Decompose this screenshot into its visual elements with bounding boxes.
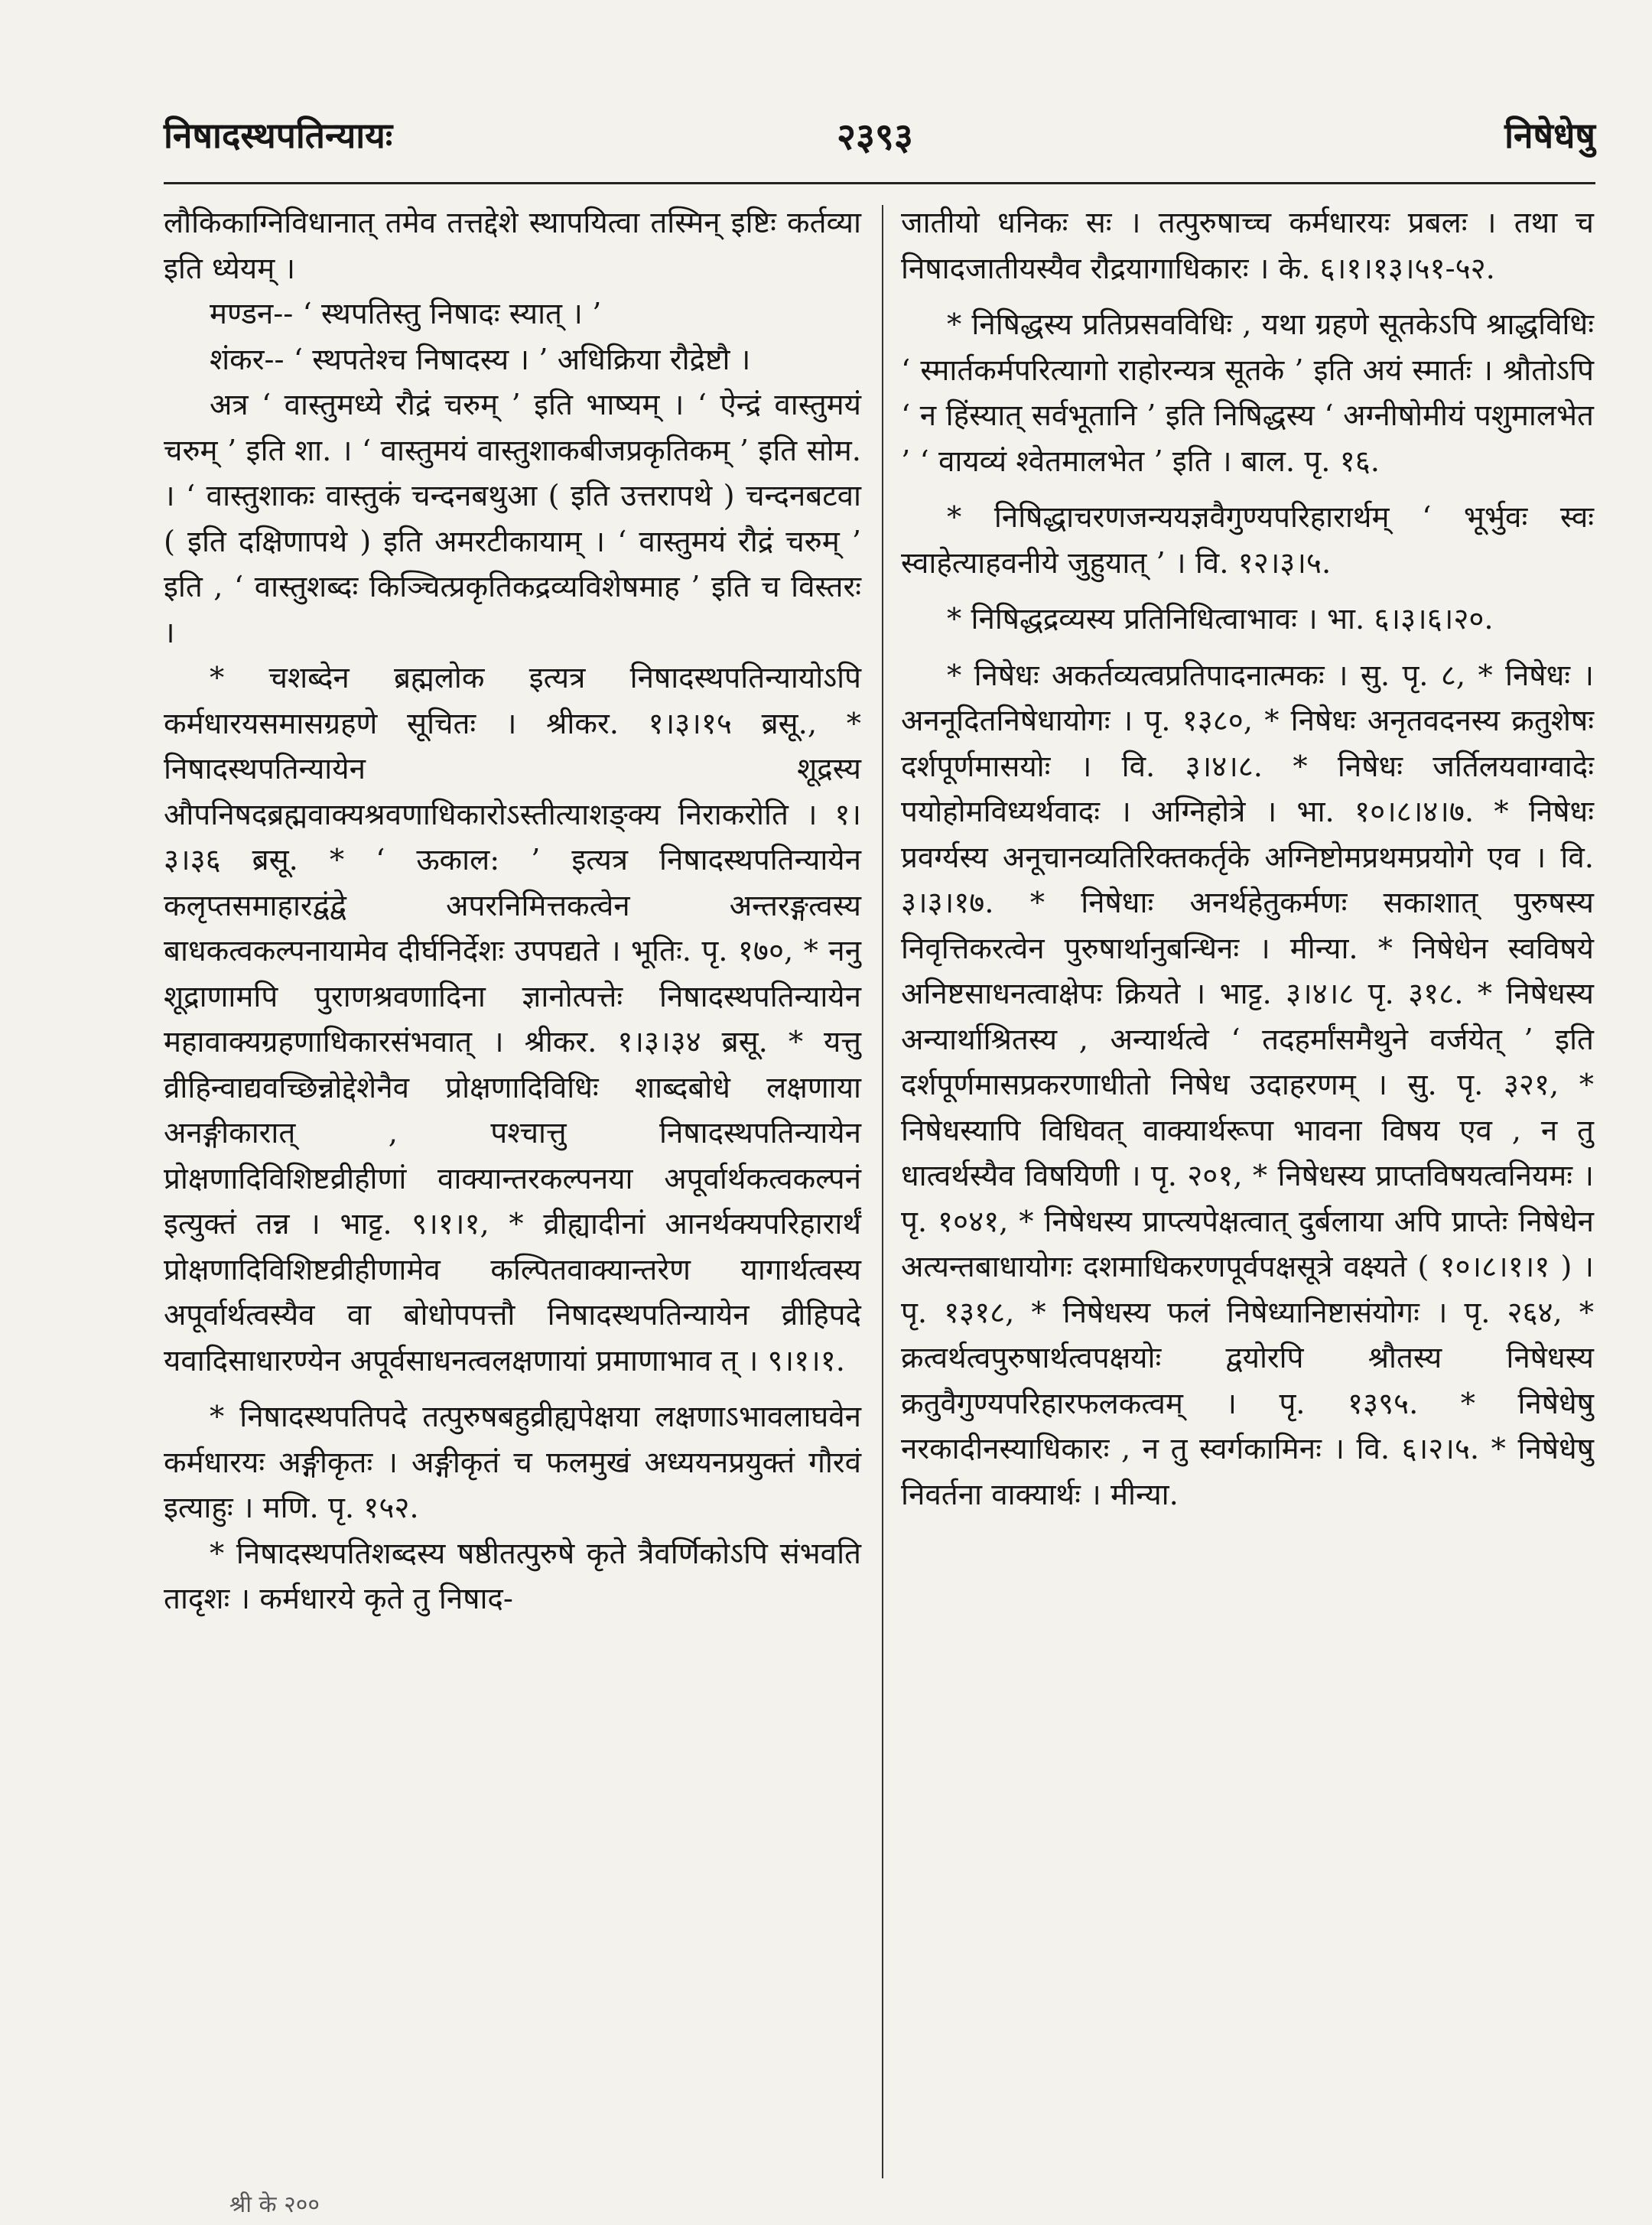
paragraph: अत्र ‘ वास्तुमध्ये रौद्रं चरुम् ’ इति भाष्यम् । ‘ ऐन्द्रं वास्तुमयं चरुम् ’ इति शा. । ‘ वास्तुमयं वास्तुशाकबीजप्रकृतिकम् ’ इति सोम. । ‘ वास्तुशाकः वास्तुकं चन्दनबथुआ ( इति उत्तरापथे ) चन्दनबटवा ( इति दक्षिणापथे ) इति अमरटीकायाम् । ‘ वास्तुमयं रौद्रं चरुम् ’ इति , ‘ वास्तुशब्दः किञ्चित्प्रकृतिकद्रव्यविशेषमाह ’ इति च विस्तरः ।: [164, 388, 861, 650]
running-head-left: निषादस्थपतिन्यायः: [164, 115, 393, 156]
paragraph: जातीयो धनिकः सः । तत्पुरुषाच्च कर्मधारयः प्रबलः । तथा च निषादजातीयस्यैव रौद्रयागाधिकारः । के. ६।१।१३।५१-५२.: [901, 206, 1594, 286]
column-divider: [882, 205, 883, 2178]
paragraph: * निषादस्थपतिपदे तत्पुरुषबहुव्रीह्यपेक्षया लक्षणाऽभावलाघवेन कर्मधारयः अङ्गीकृतः । अङ्गीकृतं च फलमुखं अध्ययनप्रयुक्तं गौरवं इत्याहुः । मणि. पृ. १५२.: [164, 1400, 861, 1525]
paragraph: * निषिद्धद्रव्यस्य प्रतिनिधित्वाभावः । भा. ६।३।६।२०.: [947, 602, 1494, 636]
left-column: [164, 200, 861, 1622]
right-column: [901, 200, 1594, 1517]
running-head-right: निषेधेषु: [1504, 115, 1595, 156]
paragraph: * चशब्देन ब्रह्मलोक इत्यत्र निषादस्थपतिन्यायोऽपि कर्मधारयसमासग्रहणे सूचितः । श्रीकर. १।३।१५ ब्रसू., * निषादस्थपतिन्यायेन शूद्रस्य औपनिषदब्रह्मवाक्यश्रवणाधिकारोऽस्तीत्याशङ्क्य निराकरोति । १।३।३६ ब्रसू. * ‘ ऊकाल: ’ इत्यत्र निषादस्थपतिन्यायेन कलृप्तसमाहारद्वंद्वे अपरनिमित्तकत्वेन अन्तरङ्गत्वस्य बाधकत्वकल्पनायामेव दीर्घनिर्देशः उपपद्यते । भूतिः. पृ. १७०, * ननु शूद्राणामपि पुराणश्रवणादिना ज्ञानोत्पत्तेः निषादस्थपतिन्यायेन महावाक्यग्रहणाधिकारसंभवात् । श्रीकर. १।३।३४ ब्रसू. * यत्तु व्रीहिन्वाद्यवच्छिन्नोद्देशेनैव प्रोक्षणादिविधिः शाब्दबोधे लक्षणाया अनङ्गीकारात् , पश्चात्तु निषादस्थपतिन्यायेन प्रोक्षणादिविशिष्टव्रीहीणां वाक्यान्तरकल्पनया अपूर्वार्थकत्वकल्पनं इत्युक्तं तन्न । भाट्ट. ९।१।१, * व्रीह्यादीनां आनर्थक्यपरिहारार्थं प्रोक्षणादिविशिष्टव्रीहीणामेव कल्पितवाक्यान्तरेण यागार्थत्वस्य अपूर्वार्थत्वस्यैव वा बोधोपपत्तौ निषादस्थपतिन्यायेन व्रीहिपदे यवादिसाधारण्येन अपूर्वसाधनत्वलक्षणायां प्रमाणाभाव त् । ९।१।१.: [164, 661, 861, 1378]
paragraph: * निषादस्थपतिशब्दस्य षष्ठीतत्पुरुषे कृते त्रैवर्णिकोऽपि संभवति तादृशः । कर्मधारये कृते तु निषाद-: [164, 1536, 861, 1616]
header-rule: [164, 182, 1595, 184]
page-header: [164, 103, 1595, 172]
page-number: २३९३: [837, 115, 913, 158]
paragraph: * निषिद्धाचरणजन्ययज्ञवैगुण्यपरिहारार्थम् ‘ भूर्भुवः स्वः स्वाहेत्याहवनीये जुहुयात् ’ । वि. १२।३।५.: [901, 500, 1594, 581]
paragraph: लौकिकाग्निविधानात् तमेव तत्तद्देशे स्थापयित्वा तस्मिन् इष्टिः कर्तव्या इति ध्येयम् ।: [164, 206, 861, 286]
paragraph: * निषेधः अकर्तव्यत्वप्रतिपादनात्मकः । सु. पृ. ८, * निषेधः । अननूदितनिषेधायोगः । पृ. १३८०, * निषेधः अनृतवदनस्य क्रतुशेषः दर्शपूर्णमासयोः । वि. ३।४।८. * निषेधः जर्तिलयवाग्वादेः पयोहोमविध्यर्थवादः । अग्निहोत्रे । भा. १०।८।४।७. * निषेधः प्रवर्ग्यस्य अनूचानव्यतिरिक्तकर्तृके अग्निष्टोमप्रथमप्रयोगे एव । वि. ३।३।१७. * निषेधाः अनर्थहेतुकर्मणः सकाशात् पुरुषस्य निवृत्तिकरत्वेन पुरुषार्थानुबन्धिनः । मीन्या. * निषेधेन स्वविषये अनिष्टसाधनत्वाक्षेपः क्रियते । भाट्ट. ३।४।८ पृ. ३१८. * निषेधस्य अन्यार्थाश्रितस्य , अन्यार्थत्वे ‘ तदहर्मांसमैथुने वर्जयेत् ’ इति दर्शपूर्णमासप्रकरणाधीतो निषेध उदाहरणम् । सु. पृ. ३२१, * निषेधस्यापि विधिवत् वाक्यार्थरूपा भावना विषय एव , न तु धात्वर्थस्यैव विषयिणी । पृ. २०१, * निषेधस्य प्राप्तविषयत्वनियमः । पृ. १०४१, * निषेधस्य प्राप्त्यपेक्षत्वात् दुर्बलाया अपि प्राप्तेः निषेधेन अत्यन्तबाधायोगः दशमाधिकरणपूर्वपक्षसूत्रे वक्ष्यते ( १०।८।१।१ ) । पृ. १३१८, * निषेधस्य फलं निषेध्यानिष्टासंयोगः । पृ. २६४, * क्रत्वर्थत्वपुरुषार्थत्वपक्षयोः द्वयोरपि श्रौतस्य निषेधस्य क्रतुवैगुण्यपरिहारफलकत्वम् । पृ. १३९५. * निषेधेषु नरकादीनस्याधिकारः , न तु स्वर्गकामिनः । वि. ६।२।५. * निषेधेषु निवर्तना वाक्यार्थः । मीन्या.: [901, 658, 1594, 1512]
footer-fragment: श्री के २००: [229, 2191, 320, 2218]
paragraph: * निषिद्धस्य प्रतिप्रसवविधिः , यथा ग्रहणे सूतकेऽपि श्राद्धविधिः ‘ स्मार्तकर्मपरित्यागो राहोरन्यत्र सूतके ’ इति अयं स्मार्तः । श्रौतोऽपि ‘ न हिंस्यात् सर्वभूतानि ’ इति निषिद्धस्य ‘ अग्नीषोमीयं पशुमालभेत ’ ‘ वायव्यं श्वेतमालभेत ’ इति । बाल. पृ. १६.: [901, 307, 1594, 479]
paragraph: शंकर-- ‘ स्थपतेश्च निषादस्य । ’ अधिक्रिया रौद्रेष्टौ ।: [210, 342, 751, 377]
paragraph: मण्डन-- ‘ स्थपतिस्तु निषादः स्यात् । ’: [210, 297, 602, 331]
